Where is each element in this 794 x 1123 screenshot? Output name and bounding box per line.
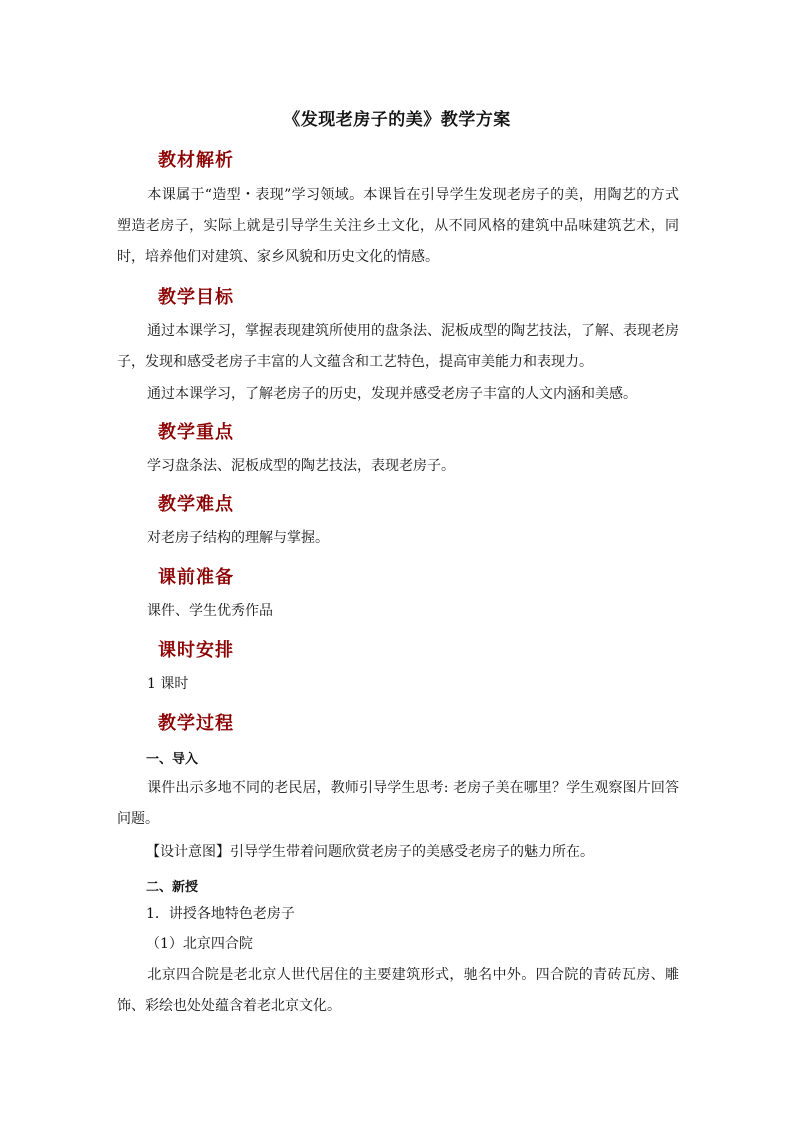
paragraph-goals-1-text: 通过本课学习，掌握表现建筑所使用的盘条法、泥板成型的陶艺技法，了解、表现老房子，发现和感受老房子丰富的人文蕴含和工艺特色，提高审美能力和表现力。 [117,323,679,370]
process-step1-paragraph [117,773,679,835]
paragraph-goals-1 [117,316,679,378]
preparation-text: 课件、学生优秀作品 [147,603,273,619]
heading-schedule: 课时安排 [158,640,234,661]
paragraph-goals-2 [117,379,679,410]
keypoints-text: 学习盘条法、泥板成型的陶艺技法，表现老房子。 [147,458,455,474]
process-step2-item1-paragraph [117,960,679,1022]
difficulties-text: 对老房子结构的理解与掌握。 [147,530,329,546]
paragraph-analysis-text: 本课属于“造型・表现”学习领域。本课旨在引导学生发现老房子的美，用陶艺的方式塑造老房子，实际上就是引导学生关注乡土文化，从不同风格的建筑中品味建筑艺术，同时，培养他们对建筑、家乡风貌和历史文化的情感。 [117,187,679,265]
heading-process: 教学过程 [158,713,234,734]
process-step2-item1-text: 北京四合院是老北京人世代居住的主要建筑形式，驰名中外。四合院的青砖瓦房、雕饰、彩绘也处处蕴含着老北京文化。 [117,967,679,1014]
process-step1-title: 一、导入 [146,752,199,767]
process-step2-item1-sub: （1）北京四合院 [146,936,253,952]
process-step1-intent: 【设计意图】引导学生带着问题欣赏老房子的美感受老房子的魅力所在。 [146,844,594,860]
paragraph-analysis [117,180,679,273]
heading-keypoints: 教学重点 [158,422,234,443]
schedule-text: 1 课时 [147,676,189,692]
paragraph-goals-2-text: 通过本课学习，了解老房子的历史，发现并感受老房子丰富的人文内涵和美感。 [147,386,637,402]
process-step2-item1: 1．讲授各地特色老房子 [146,906,295,922]
heading-analysis: 教材解析 [158,150,234,171]
document-title: 《发现老房子的美》教学方案 [283,110,511,130]
heading-difficulties: 教学难点 [158,494,234,515]
process-step2-title: 二、新授 [146,880,199,895]
process-step1-text: 课件出示多地不同的老民居，教师引导学生思考: 老房子美在哪里？学生观察图片回答问题。 [117,780,679,827]
heading-goals: 教学目标 [158,287,234,308]
heading-preparation: 课前准备 [158,567,234,588]
